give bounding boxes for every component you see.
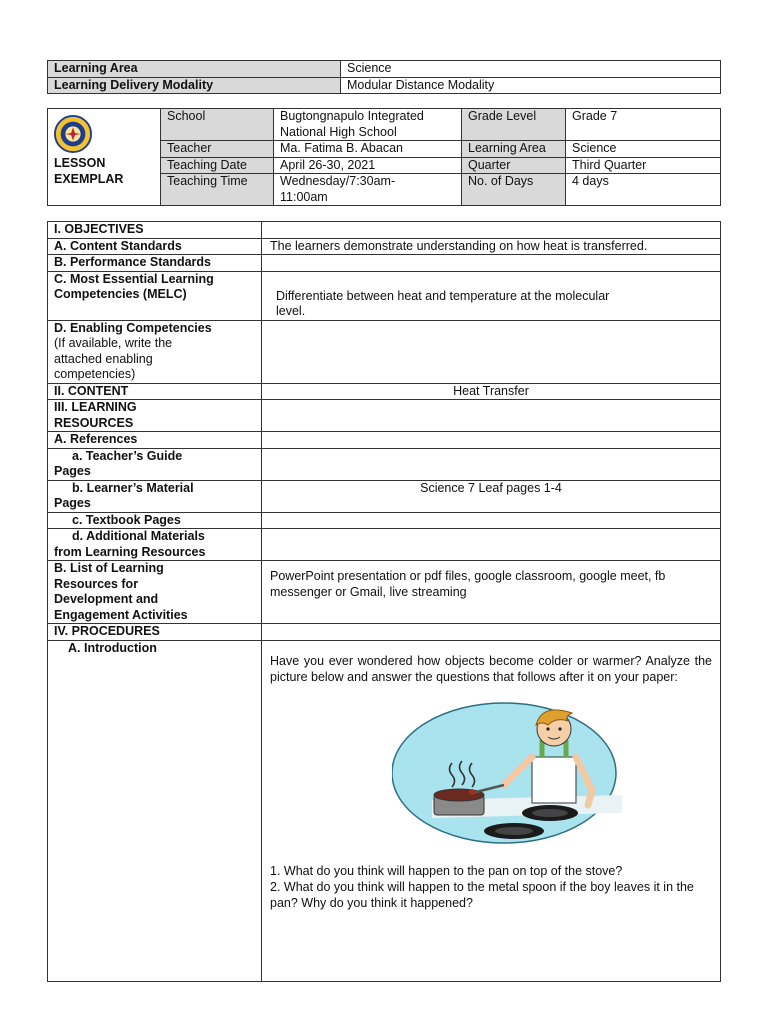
list-of-resources-value [262,561,721,624]
school-label: School [161,109,274,141]
school-value-line1: Bugtongnapulo Integrated [280,109,424,123]
learning-area-value-2: Science [566,141,721,158]
performance-standards-label: B. Performance Standards [48,255,262,272]
teachers-guide-value [262,448,721,480]
introduction-label: A. Introduction [48,640,262,981]
no-of-days-value: 4 days [566,174,721,206]
boy-cooking-illustration [392,695,622,845]
objectives-value [262,222,721,239]
enabling-competencies-value [262,320,721,383]
objectives-label: I. OBJECTIVES [48,222,262,239]
list-value-line2: messenger or Gmail, live streaming [270,584,467,599]
grade-level-label: Grade Level [462,109,566,141]
melc-value-line1: Differentiate between heat and temperature at the molecular [276,288,610,303]
melc-value [262,271,721,320]
procedures-value [262,624,721,641]
list-value-line1: PowerPoint presentation or pdf files, google classroom, google meet, fb [270,569,666,583]
learning-area-value: Science [341,61,721,78]
school-value-line2: National High School [280,124,397,139]
textbook-pages-value [262,512,721,529]
additional-label-line1: d. Additional Materials [72,529,205,543]
list-label-line2: Resources for [54,576,139,591]
grade-level-value: Grade 7 [566,109,721,141]
learners-material-value: Science 7 Leaf pages 1-4 [262,480,721,512]
school-value [274,109,462,141]
enabling-label-title: D. Enabling Competencies [54,320,212,335]
lesson-label-line1: LESSON [54,156,106,170]
question-1: 1. What do you think will happen to the pan on top of the stove? [270,864,623,878]
list-of-resources-label [48,561,262,624]
textbook-pages-label: c. Textbook Pages [48,512,262,529]
enabling-note-line2: attached enabling [54,351,153,366]
top-info-table [47,60,721,94]
additional-label-line2: from Learning Resources [54,544,206,559]
resources-label-line1: III. LEARNING [54,400,137,414]
list-label-line4: Engagement Activities [54,607,188,622]
teaching-date-value: April 26-30, 2021 [274,157,462,174]
additional-materials-value [262,529,721,561]
content-value: Heat Transfer [262,383,721,400]
content-standards-label: A. Content Standards [48,238,262,255]
procedures-label: IV. PROCEDURES [48,624,262,641]
content-standards-value: The learners demonstrate understanding on how heat is transferred. [262,238,721,255]
learning-area-row [48,61,721,78]
learners-material-label [48,480,262,512]
list-label-line3: Development and [54,592,159,606]
teaching-time-value [274,174,462,206]
lesson-label-line2: EXEMPLAR [54,172,124,186]
lm-label-line2: Pages [54,496,91,510]
melc-label [48,271,262,320]
question-2: 2. What do you think will happen to the metal spoon if the boy leaves it in the pan? Why do you think it happened? [270,880,694,910]
deped-seal-icon [54,115,92,153]
logo-cell [48,109,161,206]
teaching-time-line1: Wednesday/7:30am- [280,174,396,188]
quarter-label: Quarter [462,157,566,174]
enabling-note-line3: competencies) [54,367,136,381]
introduction-content [262,640,721,981]
teachers-guide-label [48,448,262,480]
references-label: A. References [48,432,262,449]
tg-label-line1: a. Teacher’s Guide [72,448,183,463]
delivery-modality-label: Learning Delivery Modality [48,77,341,94]
lesson-exemplar-label [54,155,123,187]
no-of-days-label: No. of Days [462,174,566,206]
teaching-date-label: Teaching Date [161,157,274,174]
teacher-value: Ma. Fatima B. Abacan [274,141,462,158]
learning-area-label-2: Learning Area [462,141,566,158]
content-label: II. CONTENT [48,383,262,400]
resources-label-line2: RESOURCES [54,415,134,430]
melc-label-line2: Competencies (MELC) [54,287,187,301]
tg-label-line2: Pages [54,464,91,478]
lm-label-line1: b. Learner’s Material [72,480,194,495]
learning-area-label: Learning Area [48,61,341,78]
teaching-time-label: Teaching Time [161,174,274,206]
enabling-competencies-label [48,320,262,383]
teaching-time-line2: 11:00am [280,189,328,204]
quarter-value: Third Quarter [566,157,721,174]
additional-materials-label [48,529,262,561]
melc-label-line1: C. Most Essential Learning [54,271,214,286]
delivery-modality-value: Modular Distance Modality [341,77,721,94]
performance-standards-value [262,255,721,272]
list-label-line1: B. List of Learning [54,561,164,575]
learning-resources-label [48,400,262,432]
delivery-modality-row [48,77,721,94]
lesson-plan-table [47,221,721,982]
references-value [262,432,721,449]
introduction-text: Have you ever wondered how objects become colder or warmer? Analyze the picture below and answer the questions that follows after it on your paper: [270,653,712,684]
melc-value-line2: level. [276,304,306,318]
learning-resources-value [262,400,721,432]
lesson-header-table [47,108,721,206]
teacher-label: Teacher [161,141,274,158]
enabling-note-line1: (If available, write the [54,336,173,350]
